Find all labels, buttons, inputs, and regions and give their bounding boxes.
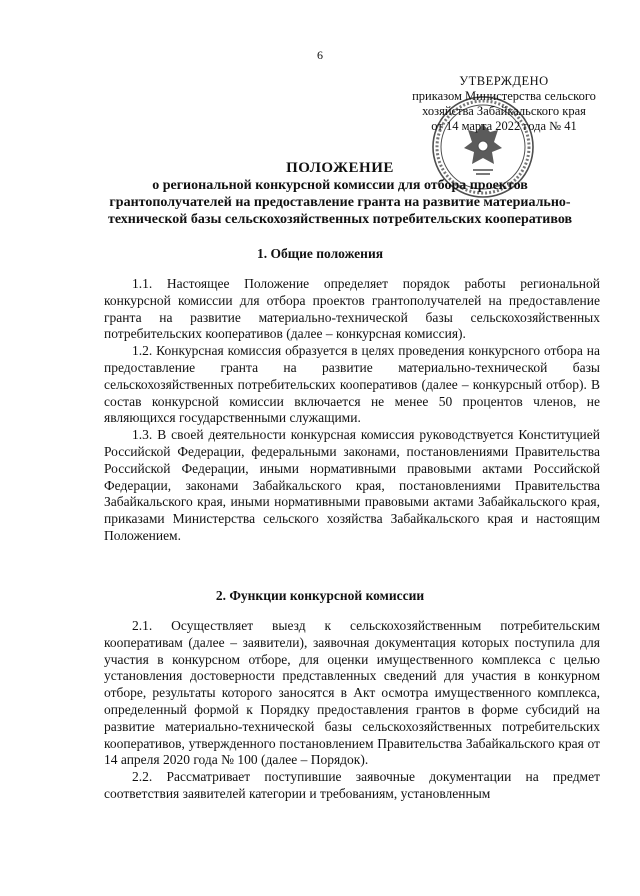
title-line: грантополучателей на предоставление гранта на развитие материально- [109,195,571,210]
title-main: ПОЛОЖЕНИЕ [286,160,394,176]
approval-line: приказом Министерства сельского [412,89,596,103]
approval-title: УТВЕРЖДЕНО [459,74,549,88]
title-line: технической базы сельскохозяйственных потребительских кооперативов [107,212,573,227]
approval-line: хозяйства Забайкальского края [422,104,586,118]
section-heading-1: 1. Общие положения [256,246,384,261]
approval-stamp-text [404,74,604,134]
section-2-body [104,618,600,803]
approval-line: от 14 марта 2022 года № 41 [431,119,577,133]
paragraph: 2.1. Осуществляет выезд к сельскохозяйственным потребительским кооперативам (далее – заявители), заявочная документация которых поступила для участия в конкурсном отборе, для оценки имущественного комплекса с целью установления достоверности представленных сведений для участия в конкурном отборе, результаты которого заносятся в Акт осмотра имущественного комплекса, определенный формой к Порядку предоставления грантов в форме субсидий на развитие материально-технической базы сельскохозяйственных потребительских кооперативов, утвержденного постановлением Правительства Забайкальского края от 14 апреля 2020 года № 100 (далее – Порядок). [104,618,600,768]
section-1-body [104,276,600,545]
paragraph: 1.2. Конкурсная комиссия образуется в целях проведения конкурсного отбора на предоставление гранта на развитие материально-технической базы сельскохозяйственных потребительских кооперативов (далее – конкурсный отбор). В состав конкурсной комиссии включается не менее 50 процентов членов, не являющихся государственными служащими. [104,343,600,426]
paragraph: 2.2. Рассматривает поступившие заявочные документации на предмет соответствия заявителей категории и требованиям, установленным [104,769,600,801]
page-number: 6 [317,48,323,62]
title-line: о региональной конкурсной комиссии для отбора проектов [152,178,528,193]
document-title [80,160,600,228]
paragraph: 1.3. В своей деятельности конкурсная комиссия руководствуется Конституцией Российской Федерации, федеральными законами, постановлениями Правительства Российской Федерации, иными нормативными правовыми актами Российской Федерации, законами Забайкальского края, постановлениями Правительства Забайкальского края, иными нормативными правовыми актами Забайкальского края, приказами Министерства сельского хозяйства Забайкальского края и настоящим Положением. [104,427,600,543]
section-heading-2: 2. Функции конкурсной комиссии [215,588,425,603]
paragraph: 1.1. Настоящее Положение определяет порядок работы региональной конкурсной комиссии для отбора проектов грантополучателей на предоставление гранта на развитие материально-технической базы сельскохозяйственных потребительских кооперативов (далее – конкурсная комиссия). [104,276,600,342]
